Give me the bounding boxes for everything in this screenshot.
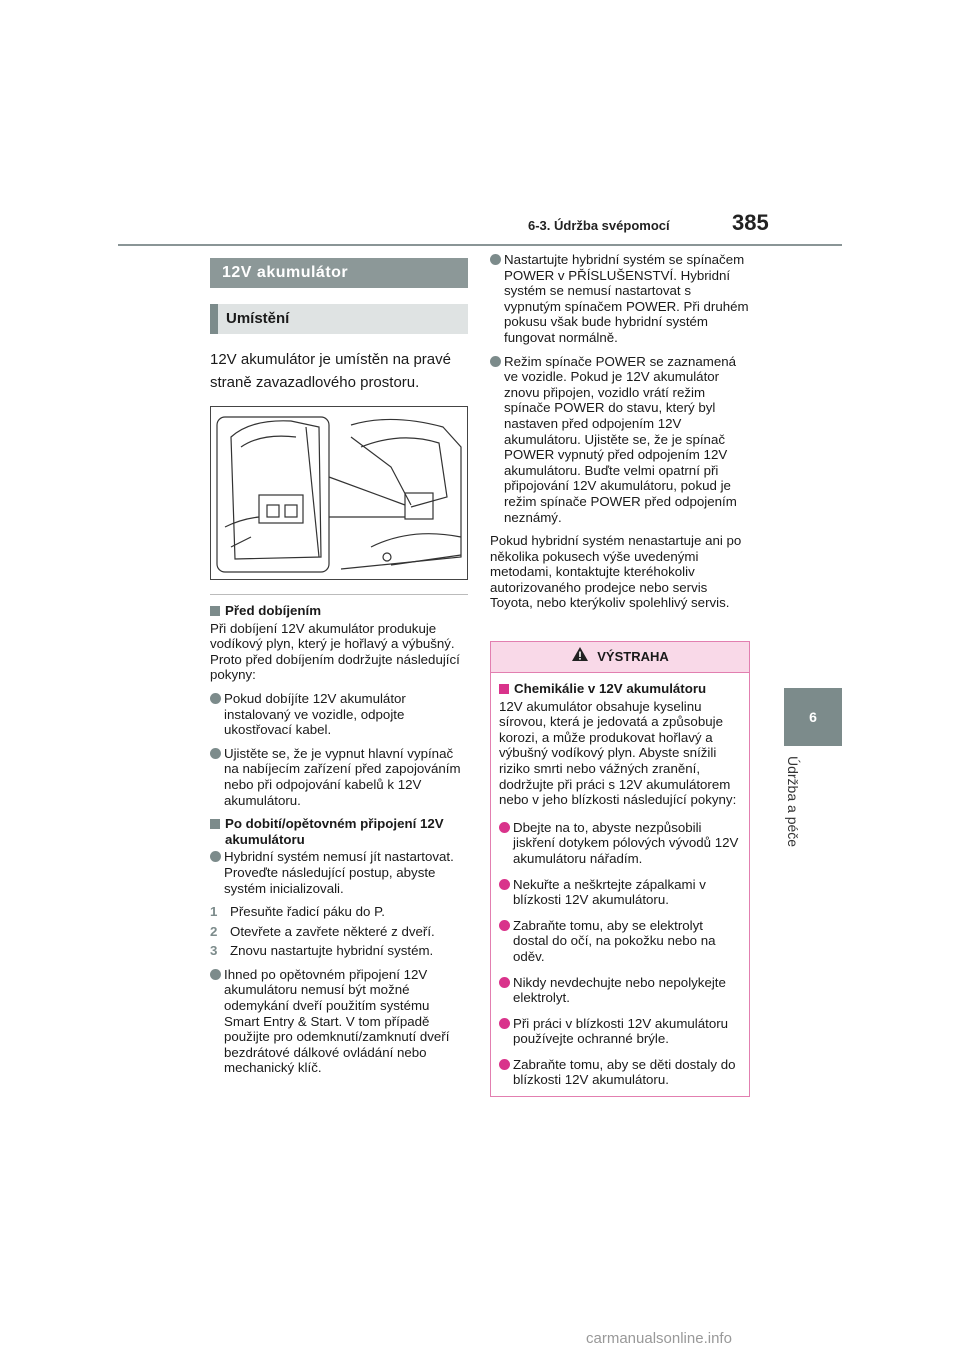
trunk-illustration	[211, 407, 467, 579]
contact-paragraph: Pokud hybridní systém nenastartuje ani po několika pokusech výše uvedenými metodami, kontaktujte kteréhokoliv autorizovaného prodejce nebo servis Toyota, nebo kterýkoliv spolehlivý servis.	[490, 533, 742, 611]
bullet-icon	[210, 748, 221, 759]
page-number: 385	[732, 210, 769, 235]
before-charging-heading: Před dobíjením	[210, 603, 468, 619]
list-item: Zabraňte tomu, aby se děti dostaly do blízkosti 12V akumulátoru.	[499, 1057, 741, 1088]
bullet-icon	[490, 254, 501, 265]
square-marker-icon	[499, 684, 509, 694]
step-item: 3 Znovu nastartujte hybridní systém.	[210, 943, 434, 959]
section-heading: 12V akumulátor	[210, 258, 468, 288]
figure-divider	[210, 594, 468, 595]
bullet-icon	[499, 1018, 510, 1029]
section-title: 6-3. Údržba svépomocí	[528, 218, 670, 233]
chapter-label: Údržba a péče	[785, 756, 801, 848]
bullet-icon	[499, 977, 510, 988]
square-marker-icon	[210, 819, 220, 829]
list-item: Ihned po opětovném připojení 12V akumulátoru nemusí být možné odemykání dveří použitím systému Smart Entry & Start. V tom případě použijte pro odemknutí/zamknutí dveří bezdrátové dálkové ovládání nebo mechanický klíč.	[210, 967, 468, 1076]
bullet-icon	[490, 356, 501, 367]
battery-location-figure	[210, 406, 468, 580]
bullet-icon	[499, 920, 510, 931]
after-charging-heading: Po dobití/opětovném připojení 12V akumulátoru	[210, 816, 468, 847]
warning-box	[490, 641, 750, 1097]
bullet-icon	[499, 879, 510, 890]
list-item: Zabraňte tomu, aby se elektrolyt dostal do očí, na pokožku nebo na oděv.	[499, 918, 741, 965]
list-item: Nastartujte hybridní systém se spínačem POWER v PŘÍSLUŠENSTVÍ. Hybridní systém se nemusí nastartovat s vypnutým spínačem POWER. Při druhém pokusu však bude hybridní systém fungovat normálně.	[490, 252, 750, 346]
list-item: Dbejte na to, abyste nezpůsobili jiskření dotykem pólových vývodů 12V akumulátoru nářadím.	[499, 820, 741, 867]
bullet-icon	[210, 851, 221, 862]
bullet-icon	[210, 969, 221, 980]
step-item: 2 Otevřete a zavřete některé z dveří.	[210, 923, 435, 939]
intro-text: 12V akumulátor je umístěn na pravé straně zavazadlového prostoru.	[210, 351, 451, 391]
warning-heading: Chemikálie v 12V akumulátoru	[499, 681, 741, 697]
step-item: 1 Přesuňte řadicí páku do P.	[210, 904, 385, 920]
header-rule	[118, 244, 842, 246]
list-item: Režim spínače POWER se zaznamená ve vozidle. Pokud je 12V akumulátor znovu připojen, vozidlo vrátí režim spínače POWER do stavu, který byl nastaven před odpojením 12V akumulátoru. Ujistěte se, že je spínač POWER vypnutý před odpojením 12V akumulátoru. Buďte velmi opatrní při připojování 12V akumulátoru, pokud je režim spínače POWER před odpojením neznámý.	[490, 354, 750, 526]
warning-icon	[571, 643, 589, 673]
list-item: Nikdy nevdechujte nebo nepolykejte elektrolyt.	[499, 975, 741, 1006]
chapter-tab[interactable]: 6	[784, 688, 842, 746]
list-item: Při práci v blízkosti 12V akumulátoru používejte ochranné brýle.	[499, 1016, 741, 1047]
bullet-icon	[499, 822, 510, 833]
square-marker-icon	[210, 606, 220, 616]
list-item: Nekuřte a neškrtejte zápalkami v blízkosti 12V akumulátoru.	[499, 877, 741, 908]
list-item: Pokud dobíjíte 12V akumulátor instalovaný ve vozidle, odpojte ukostřovací kabel.	[210, 691, 468, 738]
warning-text: 12V akumulátor obsahuje kyselinu sírovou, která je jedovatá a způsobuje korozi, a může produkovat hořlavý a výbušný vodíkový plyn. Abyste snížili riziko smrti nebo vážných zranění, dodržujte při práci s 12V akumulátorem nebo v jeho blízkosti následující pokyny:	[499, 698, 737, 808]
left-column	[210, 258, 468, 1084]
list-item: Hybridní systém nemusí jít nastartovat. Proveďte následující postup, abyste systém inicializovali.	[210, 849, 468, 896]
watermark: carmanualsonline.info	[586, 1330, 732, 1347]
list-item: Ujistěte se, že je vypnut hlavní vypínač na nabíjecím zařízení před zapojováním nebo při odpojování kabelů k 12V akumulátoru.	[210, 746, 468, 808]
subsection-heading: Umístění	[210, 304, 468, 334]
warning-header: VÝSTRAHA	[491, 642, 749, 673]
bullet-icon	[210, 693, 221, 704]
before-charging-text: Při dobíjení 12V akumulátor produkuje vodíkový plyn, který je hořlavý a výbušný. Proto před dobíjením dodržujte následující pokyny:	[210, 620, 460, 683]
right-column	[490, 252, 750, 619]
warning-body	[491, 673, 749, 1096]
bullet-icon	[499, 1059, 510, 1070]
